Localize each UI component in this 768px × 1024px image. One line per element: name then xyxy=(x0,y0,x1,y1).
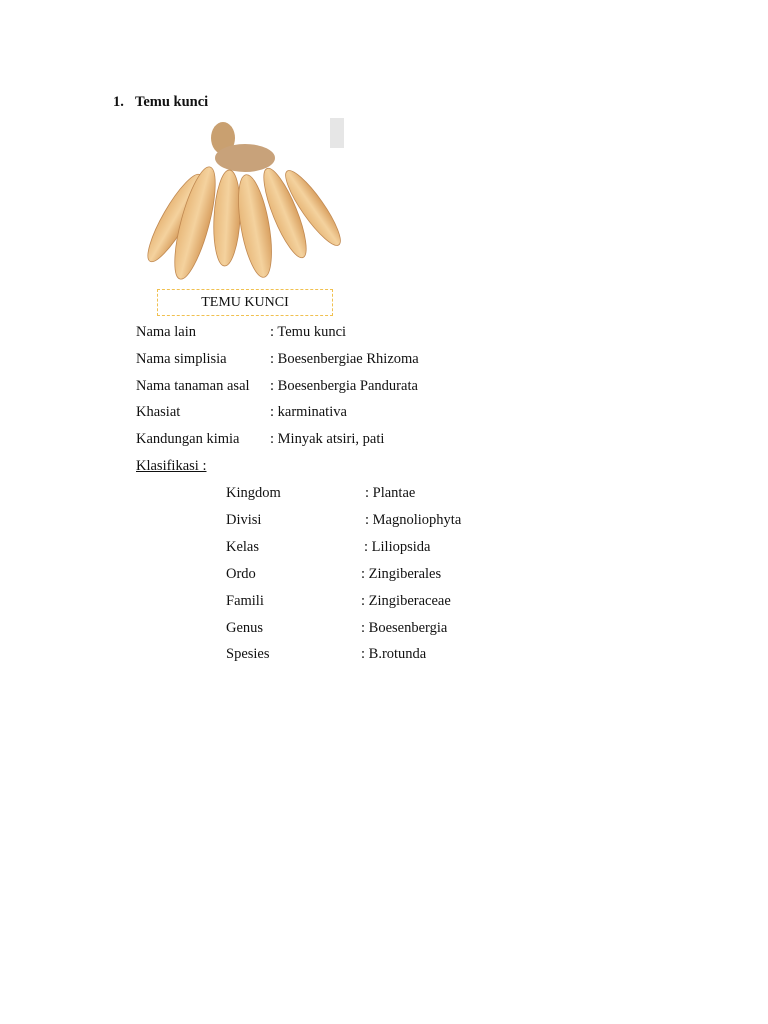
property-label: Nama simplisia xyxy=(136,351,227,367)
classification-value: : Zingiberaceae xyxy=(361,593,451,609)
property-label: Khasiat xyxy=(136,404,181,420)
classification-label: Spesies xyxy=(226,646,270,662)
property-value: : Boesenbergiae Rhizoma xyxy=(270,351,419,367)
property-value: : Boesenbergia Pandurata xyxy=(270,378,418,394)
figure-caption: TEMU KUNCI xyxy=(157,289,333,316)
classification-value: : Liliopsida xyxy=(364,539,431,555)
property-label: Nama tanaman asal xyxy=(136,378,250,394)
classification-label: Kelas xyxy=(226,539,260,555)
classification-label: Ordo xyxy=(226,566,256,582)
section-title: Temu kunci xyxy=(135,94,209,110)
property-label: Kandungan kimia xyxy=(136,431,240,447)
property-value: : Minyak atsiri, pati xyxy=(270,431,385,447)
classification-value: : B.rotunda xyxy=(361,646,427,662)
classification-label: Genus xyxy=(226,620,264,636)
classification-value: : Plantae xyxy=(365,485,416,501)
classification-label: Kingdom xyxy=(226,485,281,501)
property-value: : Temu kunci xyxy=(270,324,347,340)
classification-value: : Magnoliophyta xyxy=(365,512,462,528)
classification-value: : Boesenbergia xyxy=(361,620,448,636)
classification-heading: Klasifikasi : xyxy=(136,458,207,474)
property-label: Nama lain xyxy=(136,324,196,340)
temu-kunci-rhizome-photo xyxy=(145,118,344,280)
classification-label: Famili xyxy=(226,593,264,609)
property-value: : karminativa xyxy=(270,404,347,420)
section-number: 1. xyxy=(113,94,124,110)
classification-value: : Zingiberales xyxy=(361,566,442,582)
classification-label: Divisi xyxy=(226,512,262,528)
